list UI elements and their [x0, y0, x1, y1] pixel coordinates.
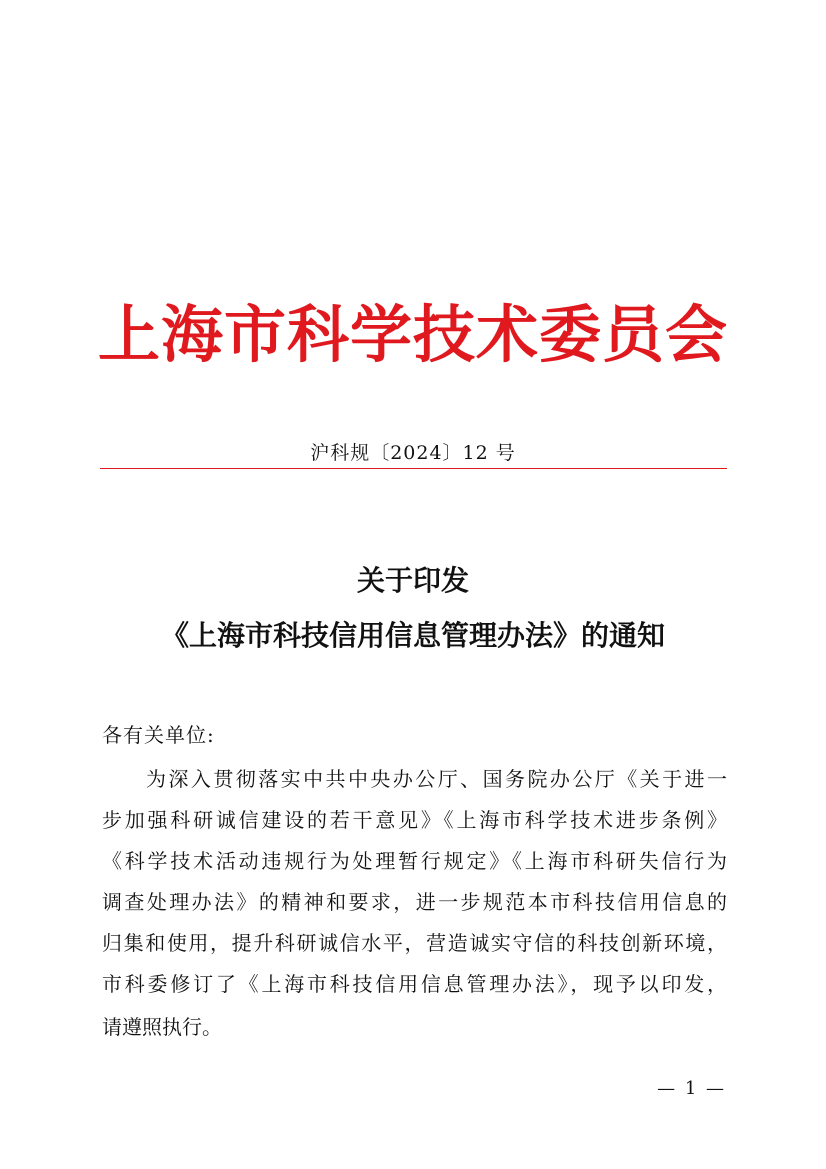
body-line-7: 请遵照执行。 [102, 1015, 222, 1039]
body-line-4: 调查处理办法》的精神和要求，进一步规范本市科技信用信息的 [102, 890, 727, 914]
body-line-6: 市科委修订了《上海市科技信用信息管理办法》，现予以印发， [102, 972, 727, 996]
body-line-1: 为深入贯彻落实中共中央办公厅、国务院办公厅《关于进一 [146, 767, 727, 791]
body-line-3: 《科学技术活动违规行为处理暂行规定》《上海市科研失信行为 [102, 849, 727, 873]
body-line-2: 步加强科研诚信建设的若干意见》《上海市科学技术进步条例》 [102, 808, 727, 832]
issuer-masthead: 上海市科学技术委员会 [97, 298, 728, 371]
document-number: 沪科规〔2024〕12 号 [310, 442, 516, 464]
notice-title-line-2: 《上海市科技信用信息管理办法》的通知 [160, 619, 665, 652]
notice-title-line-1: 关于印发 [356, 564, 469, 597]
red-divider-line [100, 468, 727, 469]
body-line-5: 归集和使用，提升科研诚信水平，营造诚实守信的科技创新环境， [102, 931, 727, 955]
salutation: 各有关单位: [102, 723, 215, 747]
page-number: — 1 — [657, 1078, 726, 1099]
